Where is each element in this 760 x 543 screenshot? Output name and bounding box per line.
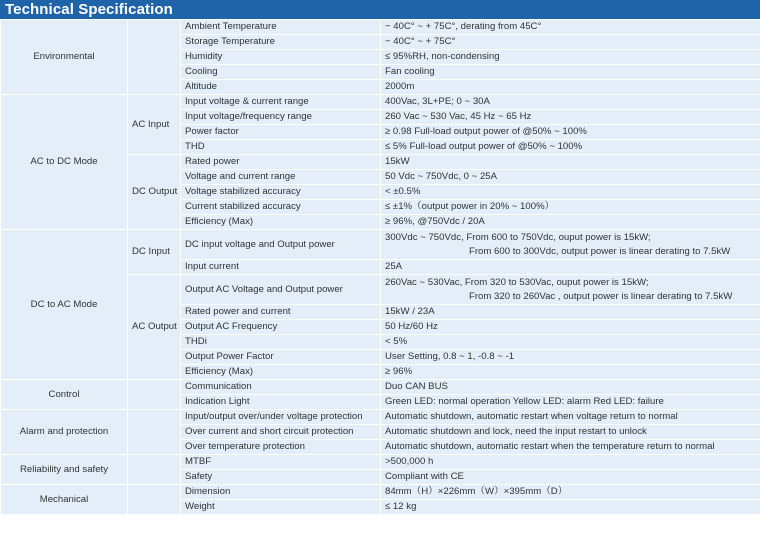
value-cell: ≥ 0.98 Full-load output power of @50% ~ 100% bbox=[381, 125, 760, 140]
param-cell: Ambient Temperature bbox=[181, 20, 381, 35]
param-cell: THDi bbox=[181, 335, 381, 350]
param-cell: Storage Temperature bbox=[181, 35, 381, 50]
param-cell: Output AC Voltage and Output power bbox=[181, 275, 381, 305]
param-cell: Safety bbox=[181, 470, 381, 485]
subcategory-ac-output: AC Output bbox=[128, 275, 181, 380]
param-cell: Voltage stabilized accuracy bbox=[181, 185, 381, 200]
value-cell: ≤ 5% Full-load output power of @50% ~ 100% bbox=[381, 140, 760, 155]
value-line-1: 260Vac ~ 530Vac, From 320 to 530Vac, ouput power is 15kW; bbox=[385, 276, 649, 288]
param-cell: Weight bbox=[181, 500, 381, 515]
value-cell: ≥ 96%, @750Vdc / 20A bbox=[381, 215, 760, 230]
value-cell: < ±0.5% bbox=[381, 185, 760, 200]
param-cell: Cooling bbox=[181, 65, 381, 80]
param-cell: MTBF bbox=[181, 455, 381, 470]
value-cell: 15kW / 23A bbox=[381, 305, 760, 320]
value-cell: Compliant with CE bbox=[381, 470, 760, 485]
table-row bbox=[1, 95, 760, 110]
spec-table bbox=[0, 19, 760, 515]
value-cell: ≤ 95%RH, non-condensing bbox=[381, 50, 760, 65]
value-cell: 15kW bbox=[381, 155, 760, 170]
subcategory-empty bbox=[128, 410, 181, 455]
param-cell: Input voltage/frequency range bbox=[181, 110, 381, 125]
value-cell: Green LED: normal operation Yellow LED: alarm Red LED: failure bbox=[381, 395, 760, 410]
table-row bbox=[1, 485, 760, 500]
value-cell: − 40C° ~ + 75C°, derating from 45C° bbox=[381, 20, 760, 35]
value-cell: >500,000 h bbox=[381, 455, 760, 470]
param-cell: Output AC Frequency bbox=[181, 320, 381, 335]
param-cell: Dimension bbox=[181, 485, 381, 500]
value-cell: < 5% bbox=[381, 335, 760, 350]
category-environmental: Environmental bbox=[1, 20, 128, 95]
value-cell: 84mm（H）×226mm（W）×395mm（D） bbox=[381, 485, 760, 500]
value-cell bbox=[381, 230, 760, 260]
value-cell: Automatic shutdown and lock, need the input restart to unlock bbox=[381, 425, 760, 440]
param-cell: Input/output over/under voltage protection bbox=[181, 410, 381, 425]
param-cell: Altitude bbox=[181, 80, 381, 95]
value-cell bbox=[381, 275, 760, 305]
param-cell: Rated power and current bbox=[181, 305, 381, 320]
subcategory-empty bbox=[128, 455, 181, 485]
subcategory-empty bbox=[128, 485, 181, 515]
category-alarm-protection: Alarm and protection bbox=[1, 410, 128, 455]
table-row bbox=[1, 410, 760, 425]
param-cell: Rated power bbox=[181, 155, 381, 170]
param-cell: THD bbox=[181, 140, 381, 155]
param-cell: Over temperature protection bbox=[181, 440, 381, 455]
value-cell: Duo CAN BUS bbox=[381, 380, 760, 395]
value-line-2: From 320 to 260Vac , output power is linear derating to 7.5kW bbox=[469, 290, 733, 302]
value-cell: 400Vac, 3L+PE; 0 ~ 30A bbox=[381, 95, 760, 110]
value-cell: User Setting, 0.8 ~ 1, -0.8 ~ -1 bbox=[381, 350, 760, 365]
table-row bbox=[1, 20, 760, 35]
value-cell: 50 Vdc ~ 750Vdc, 0 ~ 25A bbox=[381, 170, 760, 185]
table-row bbox=[1, 230, 760, 260]
category-control: Control bbox=[1, 380, 128, 410]
value-cell: Automatic shutdown, automatic restart when voltage return to normal bbox=[381, 410, 760, 425]
param-cell: Voltage and current range bbox=[181, 170, 381, 185]
subcategory-empty bbox=[128, 380, 181, 410]
value-cell: 25A bbox=[381, 260, 760, 275]
page-title: Technical Specification bbox=[0, 0, 760, 19]
param-cell: Input voltage & current range bbox=[181, 95, 381, 110]
subcategory-empty bbox=[128, 20, 181, 95]
param-cell: DC input voltage and Output power bbox=[181, 230, 381, 260]
value-line-2: From 600 to 300Vdc, output power is linear derating to 7.5kW bbox=[469, 245, 731, 257]
value-cell: ≥ 96% bbox=[381, 365, 760, 380]
table-row bbox=[1, 455, 760, 470]
value-line-1: 300Vdc ~ 750Vdc, From 600 to 750Vdc, ouput power is 15kW; bbox=[385, 231, 651, 243]
param-cell: Power factor bbox=[181, 125, 381, 140]
category-mechanical: Mechanical bbox=[1, 485, 128, 515]
value-cell: ≤ 12 kg bbox=[381, 500, 760, 515]
value-cell: 50 Hz/60 Hz bbox=[381, 320, 760, 335]
value-cell: Fan cooling bbox=[381, 65, 760, 80]
category-dc-to-ac: DC to AC Mode bbox=[1, 230, 128, 380]
value-cell: Automatic shutdown, automatic restart when the temperature return to normal bbox=[381, 440, 760, 455]
subcategory-ac-input: AC Input bbox=[128, 95, 181, 155]
subcategory-dc-input: DC Input bbox=[128, 230, 181, 275]
table-row bbox=[1, 380, 760, 395]
value-cell: 2000m bbox=[381, 80, 760, 95]
param-cell: Efficiency (Max) bbox=[181, 365, 381, 380]
param-cell: Indication Light bbox=[181, 395, 381, 410]
param-cell: Output Power Factor bbox=[181, 350, 381, 365]
param-cell: Current stabilized accuracy bbox=[181, 200, 381, 215]
category-reliability-safety: Reliability and safety bbox=[1, 455, 128, 485]
param-cell: Efficiency (Max) bbox=[181, 215, 381, 230]
value-cell: − 40C° ~ + 75C° bbox=[381, 35, 760, 50]
param-cell: Communication bbox=[181, 380, 381, 395]
value-cell: ≤ ±1%（output power in 20% ~ 100%） bbox=[381, 200, 760, 215]
subcategory-dc-output: DC Output bbox=[128, 155, 181, 230]
param-cell: Input current bbox=[181, 260, 381, 275]
value-cell: 260 Vac ~ 530 Vac, 45 Hz ~ 65 Hz bbox=[381, 110, 760, 125]
param-cell: Humidity bbox=[181, 50, 381, 65]
category-ac-to-dc: AC to DC Mode bbox=[1, 95, 128, 230]
param-cell: Over current and short circuit protection bbox=[181, 425, 381, 440]
